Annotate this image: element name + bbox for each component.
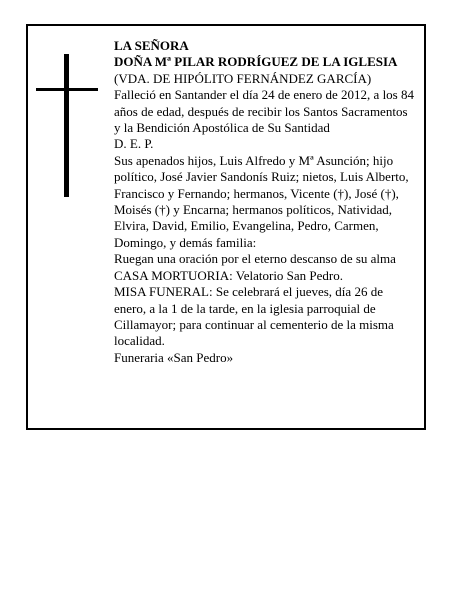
cross-vertical-bar — [64, 54, 69, 197]
family-list: Sus apenados hijos, Luis Alfredo y Mª Asunción; hijo político, José Javier Sandonís Ruiz; nietos, Luis Alberto, Francisco y Fernando; hermanos, Vicente (†), José (†), Moisés (†) y Encarna; hermanos políticos, Natividad, Elvira, David, Emilio, Evangelina, Pedro, Carmen, Domingo, y demás familia: — [114, 152, 409, 250]
widow-of: (VDA. DE HIPÓLITO FERNÁNDEZ GARCÍA) — [114, 70, 372, 86]
funeral-mass-info: MISA FUNERAL: Se celebrará el jueves, día 26 de enero, a la 1 de la tarde, en la iglesia parroquial de Cillamayor; para continuar al cementerio de la misma localidad. — [114, 284, 394, 349]
obituary-title: LA SEÑORA — [114, 38, 189, 53]
cross-horizontal-bar — [36, 88, 98, 91]
latin-cross-icon — [36, 54, 98, 197]
prayer-request: Ruegan una oración por el eterno descanso de su alma — [114, 251, 396, 267]
deceased-name: DOÑA Mª PILAR RODRÍGUEZ DE LA IGLESIA — [114, 54, 398, 70]
obituary-text — [114, 38, 414, 366]
rip-line: D. E. P. — [114, 136, 154, 152]
funeral-home: Funeraria «San Pedro» — [114, 349, 234, 365]
death-notice: Falleció en Santander el día 24 de enero de 2012, a los 84 años de edad, después de recibir los Santos Sacramentos y la Bendición Apostólica de Su Santidad — [114, 87, 414, 136]
mortuary-info: CASA MORTUORIA: Velatorio San Pedro. — [114, 267, 344, 283]
